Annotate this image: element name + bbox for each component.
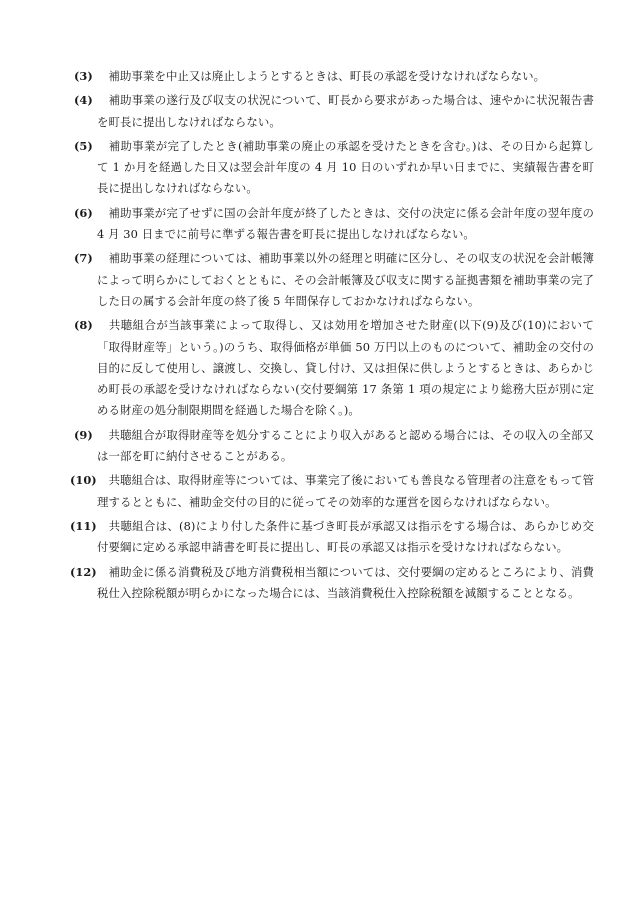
clause-text: 共聴組合は、取得財産等については、事業完了後においても善良なる管理者の注意をもって管理するとともに、補助金交付の目的に従ってその効率的な運営を図らなければならない。 — [97, 473, 594, 509]
clause-text: 共聴組合は、(8)により付した条件に基づき町長が承認又は指示をする場合は、あらかじめ交付要綱に定める承認申請書を町長に提出し、町長の承認又は指示を受けなければならない。 — [97, 518, 594, 555]
clause-number: (6) — [74, 205, 93, 220]
clause-text: 補助事業の経理については、補助事業以外の経理と明確に区分し、その収支の状況を会計帳簿によって明らかにしておくとともに、その会計帳簿及び収支に関する証拠書類を補助事業の完了した日の属する会計年度の終了後 5 年間保存しておかなければならない。 — [97, 251, 594, 308]
clause-number: (9) — [74, 427, 93, 442]
clause-text: 補助事業を中止又は廃止しようとするときは、町長の承認を受けなければならない。 — [97, 69, 546, 83]
clause-item — [70, 516, 594, 559]
clause-text: 共聴組合が当該事業によって取得し、又は効用を増加させた財産(以下(9)及び(10)において「取得財産等」という。)のうち、取得価格が単価 50 万円以上のものについて、補助金の交付の目的に反して使用し、譲渡し、交換し、貸し付け、又は担保に供しようとするときは、あらかじめ町長の承認を受けなければならない(交付要綱第 17 条第 1 項の規定により総務大臣が別に定める財産の処分制限期間を経過した場合を除く。)。 — [97, 318, 594, 418]
clause-text: 補助事業が完了したとき(補助事業の廃止の承認を受けたときを含む。)は、その日から起算して 1 か月を経過した日又は翌会計年度の 4 月 10 日のいずれか早い日までに、実績報告書を町長に提出しなければならない。 — [97, 138, 594, 196]
clause-number: (12) — [70, 564, 97, 579]
clause-number: (8) — [74, 318, 93, 333]
clause-list — [70, 66, 594, 607]
clause-number: (5) — [74, 138, 93, 153]
clause-item — [74, 425, 594, 468]
clause-text: 補助事業の遂行及び収支の状況について、町長から要求があった場合は、速やかに状況報告書を町長に提出しなければならない。 — [97, 93, 594, 129]
clause-item — [74, 203, 594, 246]
clause-text: 補助金に係る消費税及び地方消費税相当額については、交付要綱の定めるところにより、消費税仕入控除税額が明らかになった場合には、当該消費税仕入控除税額を減額することとなる。 — [97, 564, 594, 600]
clause-item — [74, 315, 594, 421]
clause-item — [74, 66, 594, 87]
clause-item — [70, 562, 594, 605]
clause-item — [70, 470, 594, 513]
clause-item — [74, 136, 594, 200]
clause-item — [74, 90, 594, 133]
clause-text: 補助事業が完了せずに国の会計年度が終了したときは、交付の決定に係る会計年度の翌年度の 4 月 30 日までに前号に準ずる報告書を町長に提出しなければならない。 — [97, 205, 594, 242]
clause-item — [74, 248, 594, 312]
clause-number: (3) — [74, 69, 93, 83]
clause-number: (10) — [70, 473, 97, 488]
clause-text: 共聴組合が取得財産等を処分することにより収入があると認める場合には、その収入の全部又は一部を町に納付させることがある。 — [97, 427, 594, 464]
clause-number: (11) — [70, 518, 97, 533]
clause-number: (4) — [74, 93, 93, 108]
clause-number: (7) — [74, 251, 93, 266]
